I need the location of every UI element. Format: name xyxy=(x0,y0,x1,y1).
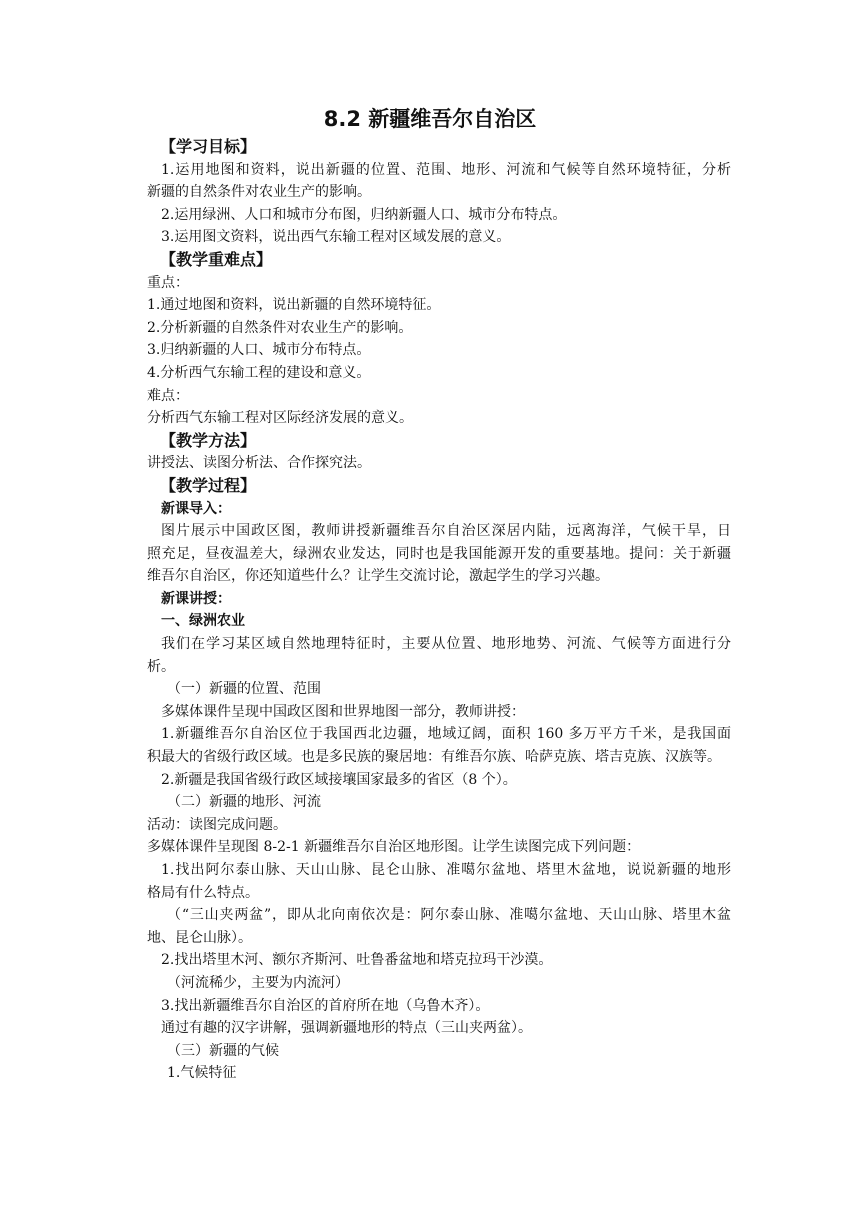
paragraph-line: 重点： xyxy=(147,274,189,291)
paragraph-line: 我们在学习某区域自然地理特征时，主要从位置、地形地势、河流、气候等方面进行分 xyxy=(161,636,731,653)
document-body xyxy=(147,136,731,1085)
paragraph-line: （三）新疆的气候 xyxy=(167,1042,279,1059)
paragraph-line: （河流稀少，主要为内流河） xyxy=(167,974,349,991)
page-title: 8.2 新疆维吾尔自治区 xyxy=(323,107,537,131)
paragraph-line: 1.运用地图和资料，说出新疆的位置、范围、地形、河流和气候等自然环境特征，分析 xyxy=(161,161,731,178)
subheading-intro: 新课导入： xyxy=(161,500,231,517)
section-heading-process: 【教学过程】 xyxy=(160,475,257,495)
subheading-oasis-agriculture: 一、绿洲农业 xyxy=(161,613,245,630)
paragraph-line: 1.找出阿尔泰山脉、天山山脉、昆仑山脉、准噶尔盆地、塔里木盆地，说说新疆的地形 xyxy=(161,862,731,878)
paragraph-line: 1.通过地图和资料，说出新疆的自然环境特征。 xyxy=(147,297,441,314)
paragraph-line: 2.找出塔里木河、额尔齐斯河、吐鲁番盆地和塔克拉玛干沙漠。 xyxy=(161,952,553,969)
section-heading-key-points: 【教学重难点】 xyxy=(160,249,273,269)
paragraph-line: 2.新疆是我国省级行政区域接壤国家最多的省区（8 个）。 xyxy=(161,771,517,788)
paragraph-line: 1.新疆维吾尔自治区位于我国西北边疆，地域辽阔，面积 160 多万平方千米，是我国面 xyxy=(161,726,731,743)
paragraph-line: 地、昆仑山脉）。 xyxy=(147,929,252,946)
paragraph-line: 4.分析西气东输工程的建设和意义。 xyxy=(147,364,371,381)
paragraph-line: 析。 xyxy=(147,658,175,675)
paragraph-line: 2.分析新疆的自然条件对农业生产的影响。 xyxy=(147,319,413,336)
paragraph-line: 图片展示中国政区图，教师讲授新疆维吾尔自治区深居内陆，远离海洋，气候干旱，日 xyxy=(161,523,731,540)
paragraph-line: 维吾尔自治区，你还知道些什么？让学生交流讨论，激起学生的学习兴趣。 xyxy=(147,568,609,585)
paragraph-line: 难点： xyxy=(147,387,189,404)
paragraph-line: 照充足，昼夜温差大，绿洲农业发达，同时也是我国能源开发的重要基地。提问：关于新疆 xyxy=(147,545,731,562)
paragraph-line: 3.找出新疆维吾尔自治区的首府所在地（乌鲁木齐）。 xyxy=(161,997,490,1014)
paragraph-line: 3.归纳新疆的人口、城市分布特点。 xyxy=(147,342,371,359)
paragraph-line: 新疆的自然条件对农业生产的影响。 xyxy=(147,184,371,201)
paragraph-line: 积最大的省级行政区域。也是多民族的聚居地：有维吾尔族、哈萨克族、塔吉克族、汉族等。 xyxy=(147,749,721,766)
paragraph-line: 分析西气东输工程对区际经济发展的意义。 xyxy=(147,410,413,427)
paragraph-line: 讲授法、读图分析法、合作探究法。 xyxy=(147,455,371,472)
section-heading-method: 【教学方法】 xyxy=(160,430,257,450)
paragraph-line: 2.运用绿洲、人口和城市分布图，归纳新疆人口、城市分布特点。 xyxy=(161,206,567,223)
paragraph-line: （二）新疆的地形、河流 xyxy=(167,794,321,811)
paragraph-line: 多媒体课件呈现中国政区图和世界地图一部分，教师讲授： xyxy=(161,703,525,720)
paragraph-line: 1.气候特征 xyxy=(167,1065,237,1082)
subheading-lecture: 新课讲授： xyxy=(161,590,231,607)
section-heading-goals: 【学习目标】 xyxy=(160,137,257,156)
paragraph-line: 格局有什么特点。 xyxy=(147,884,259,901)
paragraph-line: （一）新疆的位置、范围 xyxy=(167,681,321,698)
paragraph-line: 活动：读图完成问题。 xyxy=(147,816,287,833)
paragraph-line: （“三山夹两盆”，即从北向南依次是：阿尔泰山脉、准噶尔盆地、天山山脉、塔里木盆 xyxy=(167,907,731,924)
paragraph-line: 3.运用图文资料，说出西气东输工程对区域发展的意义。 xyxy=(161,229,511,246)
paragraph-line: 通过有趣的汉字讲解，强调新疆地形的特点（三山夹两盆）。 xyxy=(161,1020,532,1037)
paragraph-line: 多媒体课件呈现图 8-2-1 新疆维吾尔自治区地形图。让学生读图完成下列问题： xyxy=(147,839,641,856)
